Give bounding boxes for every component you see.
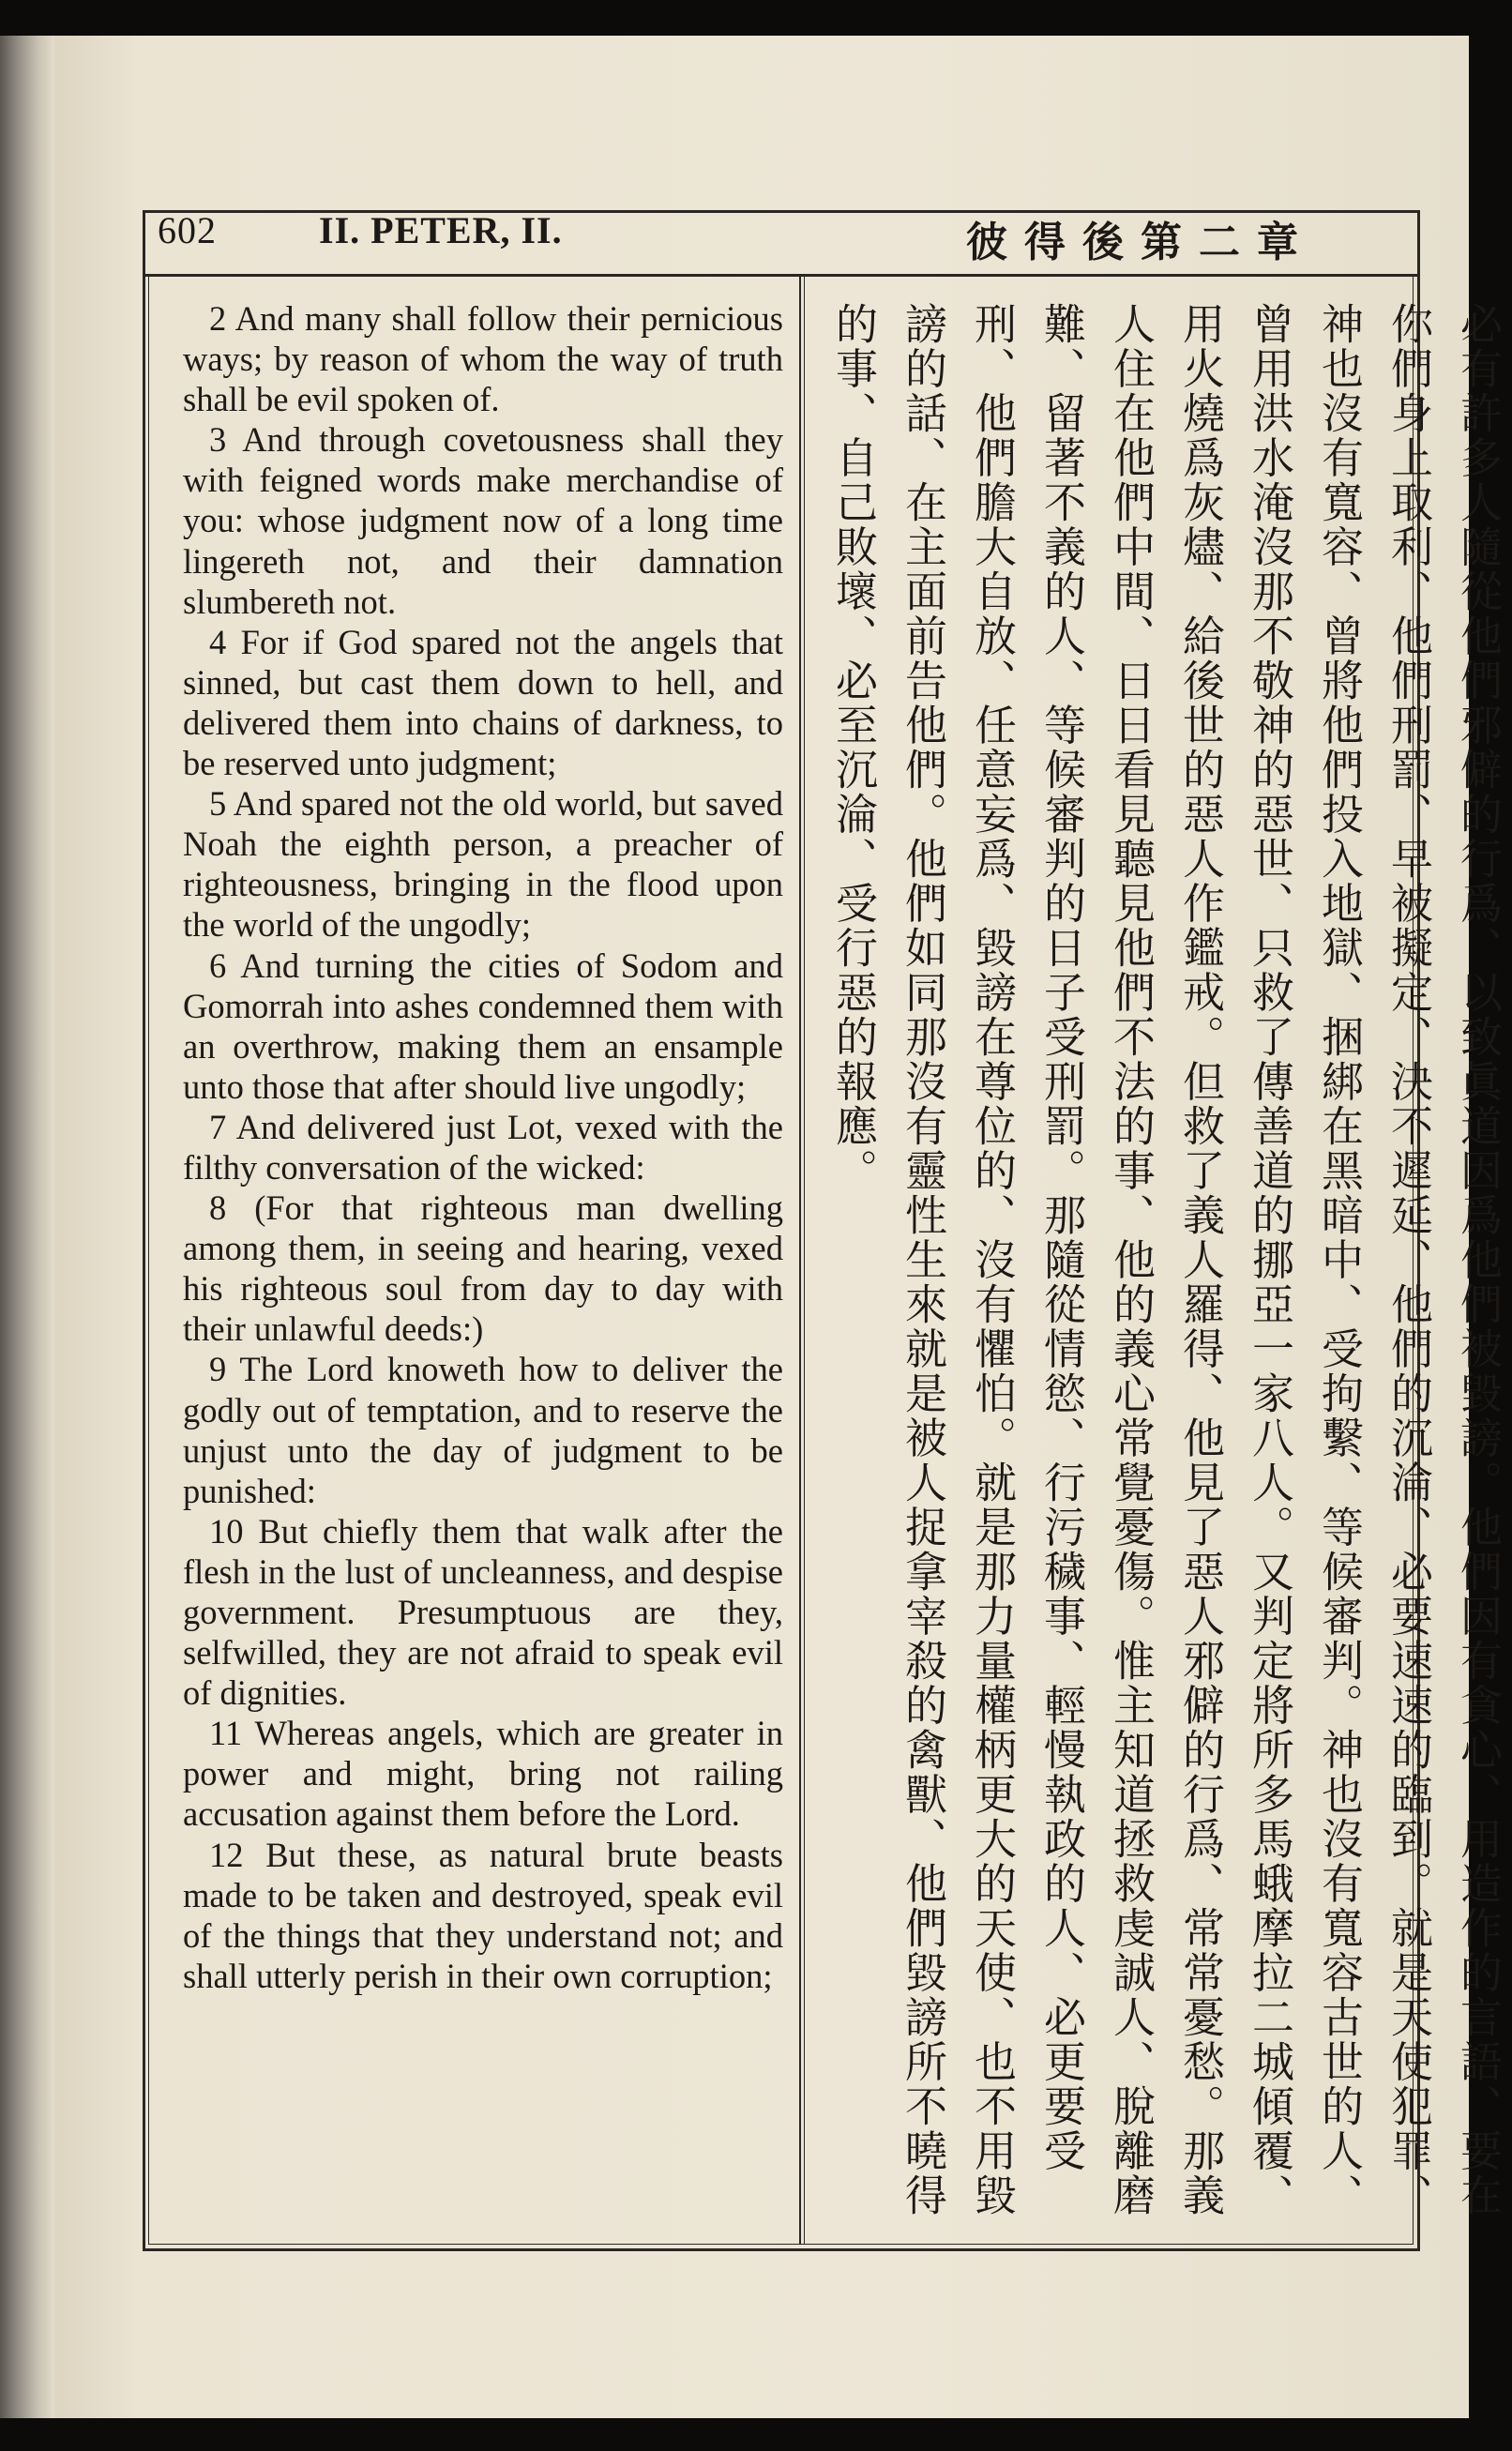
verse-11: 11 Whereas angels, which are greater in power and might, bring not railing accusation against them before the Lord. (183, 1714, 783, 1834)
verse-3: 3 And through covetousness shall they with feigned words make merchandise of you: whose judgment now of a long time lingereth not, and their damnation slumbereth not. (183, 420, 783, 621)
running-title: II. PETER, II. (319, 209, 563, 251)
book-spine (0, 36, 54, 2418)
column-divider (799, 277, 805, 2245)
verse-4: 4 For if God spared not the angels that sinned, but cast them down to hell, and delivered them into chains of darkness, to be reserved unto judgment; (183, 622, 783, 783)
verse-12: 12 But these, as natural brute beasts made to be taken and destroyed, speak evil of the things that they understand not; and shall utterly perish in their own corruption; (183, 1835, 783, 1995)
verse-8: 8 (For that righteous man dwelling among them, in seeing and hearing, vexed his righteous soul from day to day with their unlawful deeds:) (183, 1188, 783, 1349)
verse-6: 6 And turning the cities of Sodom and Gomorrah into ashes condemned them with an overthrow, making them an ensample unto those that after should live ungodly; (183, 946, 783, 1106)
header-rule (143, 274, 1420, 277)
chinese-column (818, 302, 1503, 2234)
chinese-text: 必有許多人隨從他們邪僻的行爲、以致眞道因爲他們被毀謗。他們因有貪心、用造作的言語、要在你們身上取利、他們刑罰、早被擬定、決不遲延、他們的沉淪、必要速速的臨到。就是天使犯罪、神也沒有寬容、曾將他們投入地獄、捆綁在黑暗中、受拘繫、等候審判。神也沒有寬容古世的人、曾用洪水淹沒那不敬神的惡世、只救了傳善道的挪亞一家八人。又判定將所多馬蛾摩拉二城傾覆、用火燒爲灰燼、給後世的惡人作鑑戒。但救了義人羅得、他見了惡人邪僻的行爲、常常憂愁。那義人住在他們中間、日日看見聽見他們不法的事、他的義心常覺憂傷。惟主知道拯救虔誠人、脫離磨難、留著不義的人、等候審判的日子受刑罰。那隨從情慾、行污穢事、輕慢執政的人、必更要受刑、他們膽大自放、任意妄爲、毀謗在尊位的、沒有懼怕。就是那力量權柄更大的天使、也不用毀謗的話、在主面前告他們。他們如同那沒有靈性生來就是被人捉拿宰殺的禽獸、他們毀謗所不曉得的事、自己敗壞、必至沉淪、受行惡的報應。 (828, 302, 1503, 2218)
page-number: 602 (158, 209, 217, 251)
verse-10: 10 But chiefly them that walk after the flesh in the lust of uncleanness, and despise government. Presumptuous are they, selfwilled, they are not afraid to speak evil of dignities. (183, 1511, 783, 1713)
verse-2: 2 And many shall follow their pernicious ways; by reason of whom the way of truth shall be evil spoken of. (183, 299, 783, 419)
chinese-running-title: 彼得後第二章 (966, 219, 1315, 266)
verse-5: 5 And spared not the old world, but saved Noah the eighth person, a preacher of righteousness, bringing in the flood upon the world of the ungodly; (183, 784, 783, 945)
english-column (183, 298, 783, 2235)
verse-7: 7 And delivered just Lot, vexed with the filthy conversation of the wicked: (183, 1107, 783, 1187)
verse-9: 9 The Lord knoweth how to deliver the godly out of temptation, and to reserve the unjust unto the day of judgment to be punished: (183, 1350, 783, 1510)
